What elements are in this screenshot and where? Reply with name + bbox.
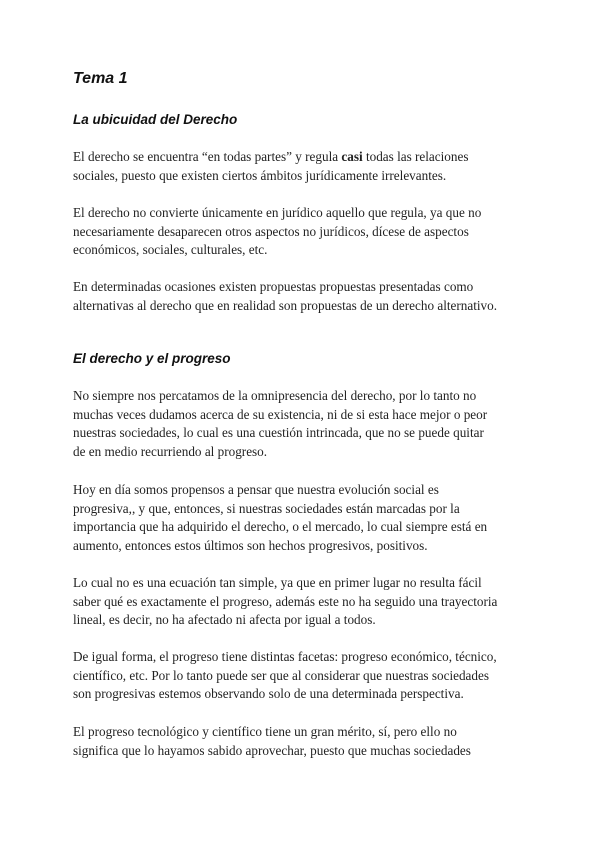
paragraph-line xyxy=(73,148,533,167)
paragraph-line: El progreso tecnológico y científico tiene un gran mérito, sí, pero ello no xyxy=(73,724,457,739)
paragraph-progreso-4 xyxy=(73,648,533,704)
bold-text-run: casi xyxy=(341,149,363,164)
paragraph-line: alternativas al derecho que en realidad son propuestas de un derecho alternativo. xyxy=(73,297,498,313)
paragraph-line: progresiva,, y que, entonces, si nuestras sociedades están marcadas por la xyxy=(73,500,460,516)
section-heading-ubicuidad: La ubicuidad del Derecho xyxy=(73,112,238,127)
paragraph-line: El derecho no convierte únicamente en jurídico aquello que regula, ya que no xyxy=(73,205,482,220)
paragraph-progreso-1 xyxy=(73,387,533,461)
paragraph-line: nuestras sociedades, lo cual es una cuestión intrincada, que no se puede quitar xyxy=(73,425,484,440)
paragraph-line: son progresivas estemos observando solo de una determinada perspectiva. xyxy=(73,686,464,701)
paragraph-line: Lo cual no es una ecuación tan simple, ya que en primer lugar no resulta fácil xyxy=(73,575,482,590)
paragraph-progreso-5 xyxy=(73,723,533,760)
paragraph-line: lineal, es decir, no ha afectado ni afecta por igual a todos. xyxy=(73,612,376,627)
paragraph-ubicuidad-1 xyxy=(73,148,533,185)
paragraph-progreso-2 xyxy=(73,481,533,555)
text-run: El derecho se encuentra “en todas partes” y regula xyxy=(73,149,342,164)
paragraph-line: significa que lo hayamos sabido aprovechar, puesto que muchas sociedades xyxy=(73,742,471,758)
document-title: Tema 1 xyxy=(73,70,128,87)
paragraph-line: De igual forma, el progreso tiene distintas facetas: progreso económico, técnico, xyxy=(73,649,497,664)
section-heading-progreso: El derecho y el progreso xyxy=(73,351,231,366)
paragraph-progreso-3 xyxy=(73,574,533,630)
paragraph-line: científico, etc. Por lo tanto puede ser que al considerar que nuestras sociedades xyxy=(73,667,489,683)
text-run: todas las relaciones xyxy=(362,149,469,164)
paragraph-line: aumento, entonces estos últimos son hechos progresivos, positivos. xyxy=(73,537,428,553)
paragraph-line: sociales, puesto que existen ciertos ámbitos jurídicamente irrelevantes. xyxy=(73,167,447,183)
paragraph-line: saber qué es exactamente el progreso, además este no ha seguido una trayectoria xyxy=(73,593,498,609)
paragraph-line: necesariamente desaparecen otros aspectos no jurídicos, dícese de aspectos xyxy=(73,223,469,239)
paragraph-ubicuidad-2 xyxy=(73,204,533,260)
paragraph-line: No siempre nos percatamos de la omnipresencia del derecho, por lo tanto no xyxy=(73,388,477,403)
paragraph-line: En determinadas ocasiones existen propuestas propuestas presentadas como xyxy=(73,279,474,294)
paragraph-line: importancia que ha adquirido el derecho, o el mercado, lo cual siempre está en xyxy=(73,519,488,534)
paragraph-line: Hoy en día somos propensos a pensar que nuestra evolución social es xyxy=(73,482,439,497)
paragraph-line: económicos, sociales, culturales, etc. xyxy=(73,242,268,257)
paragraph-ubicuidad-3 xyxy=(73,278,533,315)
paragraph-line: muchas veces dudamos acerca de su existencia, ni de si esta hace mejor o peor xyxy=(73,406,488,422)
paragraph-line: de en medio recurriendo al progreso. xyxy=(73,443,268,459)
